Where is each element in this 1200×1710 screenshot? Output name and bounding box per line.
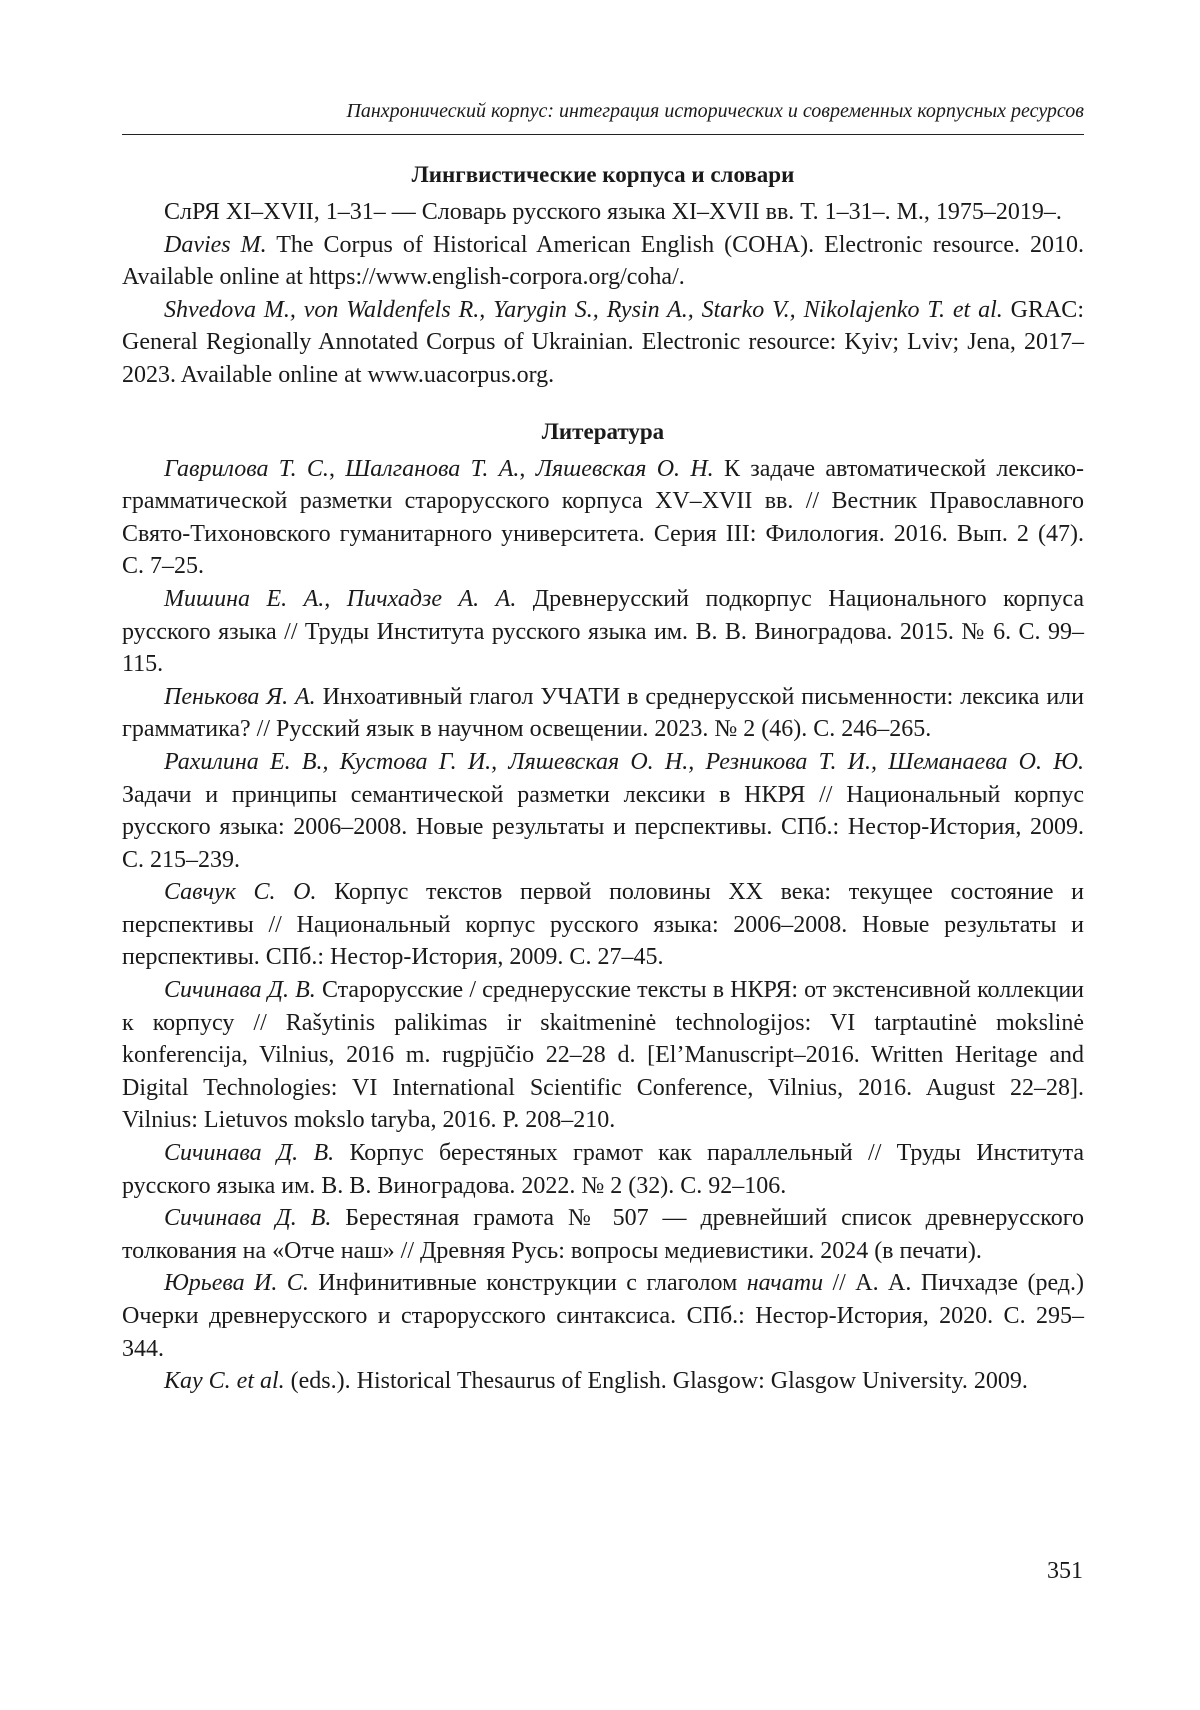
reference-text: СлРЯ XI–XVII, 1–31– — Словарь русского языка XI–XVII вв. Т. 1–31–. М., 1975–2019–. [164, 199, 1062, 225]
reference-entry [122, 876, 1084, 974]
reference-text: Корпус берестяных грамот как параллельный // Труды Института русского языка им. В. В. Виноградова. 2022. № 2 (32). С. 92–106. [122, 1140, 1085, 1199]
reference-text: Древнерусский подкорпус Национального корпуса русского языка // Труды Института русского языка им. В. В. Виноградова. 2015. № 6. С. 99–115. [122, 585, 1084, 678]
reference-entry [122, 1202, 1084, 1267]
reference-entry [122, 196, 1084, 229]
section-heading-corpora: Лингвистические корпуса и словари [411, 162, 795, 187]
reference-text: Старорусские / среднерусские тексты в НКРЯ: от экстенсивной коллекции к корпусу // Rašytinis palikimas ir skaitmeninė technologijos: VI tarptautinė mokslinė konferencija, Vilnius, 2016 m. rugpjūčio 22–28 d. [El’Manuscript–2016. Written Heritage and Digital Technologies: VI International Scientific Conference, Vilnius, 2016. August 22–28]. Vilnius: Lietuvos mokslo taryba, 2016. P. 208–210. [122, 977, 1085, 1134]
reference-author: Сичинава Д. В. [164, 1140, 335, 1167]
reference-author: Сичинава Д. В. [164, 1205, 332, 1232]
reference-text: Инхоативный глагол УЧАТИ в среднерусской письменности: лексика или грамматика? // Русский язык в научном освещении. 2023. № 2 (46). С. 246–265. [122, 683, 1084, 743]
reference-entry [122, 974, 1084, 1137]
reference-text: К задаче автоматической лексико-грамматической разметки старорусского корпуса XV–XVII вв. // Вестник Православного Свято-Тихоновского гуманитарного университета. Серия III: Филология. 2016. Вып. 2 (47). С. 7–25. [122, 455, 1085, 580]
reference-separator: , [519, 455, 536, 482]
reference-entry [122, 453, 1084, 583]
reference-author: Davies M. [164, 231, 267, 258]
reference-text: Корпус текстов первой половины XX века: текущее состояние и перспективы // Национальный корпус русского языка: 2006–2008. Новые результаты и перспективы. СПб.: Нестор-История, 2009. С. 27–45. [122, 879, 1084, 971]
page-content [122, 159, 1084, 1398]
reference-text: Инфинитивные конструкции с глаголом [308, 1270, 747, 1297]
reference-text: Берестяная грамота № 507 — древнейший список древнерусского толкования на «Отче наш» // Древняя Русь: вопросы медиевистики. 2024 (в печати). [122, 1205, 1084, 1264]
reference-text: GRAC: General Regionally Annotated Corpus of Ukrainian. Electronic resource: Kyiv; Lviv; Jena, 2017–2023. Available online at www.uacorpus.org. [122, 296, 1084, 388]
reference-entry [122, 1137, 1084, 1202]
reference-entry [122, 294, 1084, 392]
reference-entry [122, 681, 1084, 746]
reference-author: Юрьева И. С. [164, 1270, 309, 1297]
reference-author: Сичинава Д. В. [164, 977, 316, 1004]
page-number: 351 [1047, 1558, 1083, 1584]
reference-entry [122, 229, 1084, 294]
reference-entry [122, 1267, 1084, 1365]
reference-entry [122, 746, 1084, 876]
reference-author: Пенькова Я. А. [164, 683, 316, 710]
reference-author: Рахилина Е. В., Кустова Г. И., Ляшевская О. Н., Резникова Т. И., Шеманаева О. Ю. [164, 748, 1084, 775]
italic-term: начати [746, 1270, 824, 1297]
reference-author: Шалганова Т. А. [345, 455, 520, 482]
reference-text: Задачи и принципы семантической разметки лексики в НКРЯ // Национальный корпус русского языка: 2006–2008. Новые результаты и перспективы. СПб.: Нестор-История, 2009. С. 215–239. [122, 781, 1084, 873]
reference-author: Shvedova M., von Waldenfels R., Yarygin S., Rysin A., Starko V., Nikolajenko T. et al. [164, 296, 1003, 323]
reference-separator: , [328, 455, 346, 482]
reference-entry [122, 583, 1084, 681]
reference-author: Савчук С. О. [164, 879, 317, 906]
reference-text: // А. А. Пичхадзе (ред.) Очерки древнерусского и старорусского синтаксиса. СПб.: Нестор-История, 2020. С. 295–344. [122, 1270, 1085, 1362]
section-heading-literature: Литература [541, 418, 665, 444]
reference-text: (eds.). Historical Thesaurus of English. Glasgow: Glasgow University. 2009. [284, 1368, 1028, 1395]
reference-text: The Corpus of Historical American English (COHA). Electronic resource. 2010. Available online at https://www.english-corpora.org/coha/. [122, 231, 1084, 291]
reference-author: Kay C. et al. [164, 1368, 285, 1395]
reference-author: Мишина Е. А., Пичхадзе А. А. [164, 585, 517, 612]
reference-author: Ляшевская О. Н. [535, 455, 714, 482]
reference-author: Гаврилова Т. С. [164, 455, 329, 482]
running-head: Панхронический корпус: интеграция исторических и современных корпусных ресурсов [346, 100, 1084, 122]
reference-entry [122, 1365, 1084, 1398]
header-rule [122, 134, 1084, 135]
